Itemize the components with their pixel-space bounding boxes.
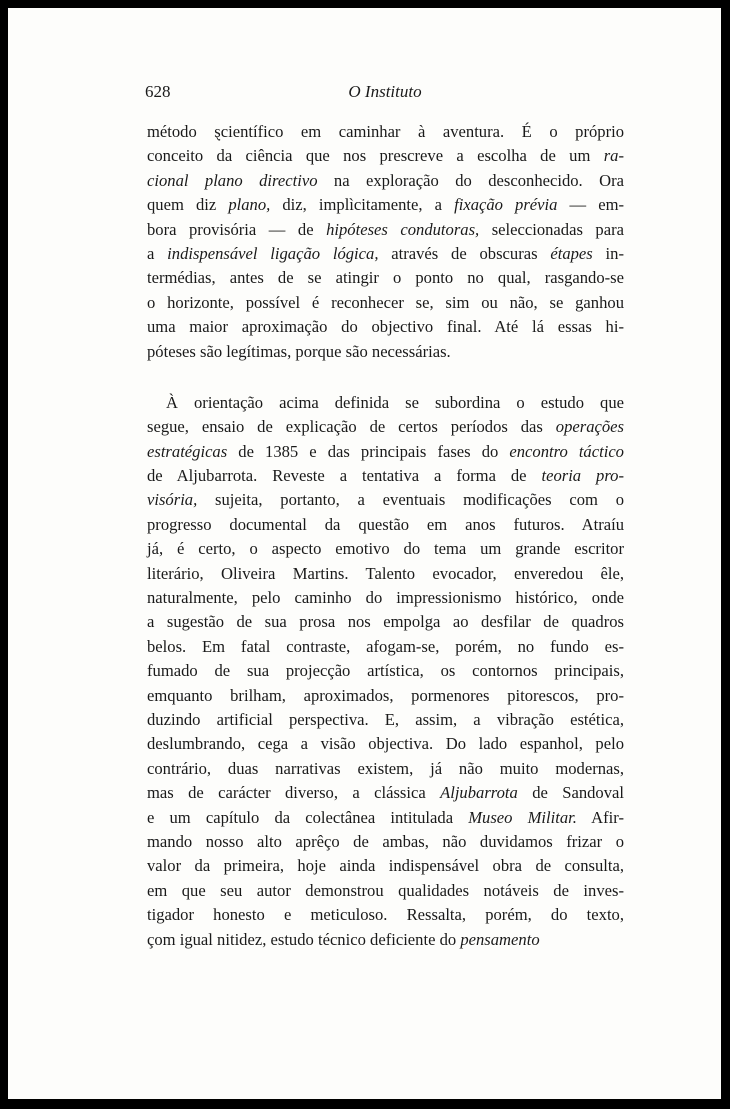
text-run: À orientação acima definida se subordina o estudo que [166,392,624,412]
text-line [147,513,624,537]
text-line [147,120,624,144]
text-run: çom igual nitidez, estudo técnico deficiente do [147,929,461,949]
text-line [147,684,624,708]
text-run: — em- [557,195,625,215]
page-number: 628 [145,82,171,101]
italic-text: pensamento [460,929,540,949]
text-line [147,391,624,415]
text-run: diz, implìcitamente, a [270,195,455,215]
text-run: seleccionadas para [479,219,624,239]
text-run: fumado de sua projecção artística, os contornos principais, [147,661,624,681]
text-line [147,242,624,266]
text-run: duzindo artificial perspectiva. E, assim, a vibração estética, [147,709,624,729]
text-run: de Sandoval [517,783,625,803]
text-run: mando nosso alto aprêço de ambas, não duvidamos frizar o [147,831,624,851]
running-title: O Instituto [348,82,422,101]
text-line [147,928,624,952]
page-header [145,80,625,104]
text-line [147,659,624,683]
text-run: bora provisória — de [147,219,327,239]
text-line [147,879,624,903]
text-run: literário, Oliveira Martins. Talento evocador, enveredou êle, [147,563,624,583]
text-run: na exploração do desconhecido. Ora [317,170,624,190]
text-run: belos. Em fatal contraste, afogam-se, porém, no fundo es- [147,636,624,656]
text-line [147,562,624,586]
text-run: sujeita, portanto, a eventuais modificações com o [197,490,624,510]
text-line [147,440,624,464]
text-line [147,291,624,315]
text-run: através de obscuras [378,243,551,263]
text-line [147,610,624,634]
book-page [8,8,721,1099]
text-run: póteses são legítimas, porque são necessárias. [147,341,451,361]
italic-text: estratégicas [147,441,228,461]
text-line [147,708,624,732]
italic-text: teoria pro- [541,466,624,486]
italic-text: ra- [603,146,624,166]
text-run: emquanto brilham, aproximados, pormenores pitorescos, pro- [147,685,624,705]
italic-text: encontro táctico [509,441,624,461]
text-line [147,169,624,193]
text-run: em que seu autor demonstrou qualidades notáveis de inves- [147,880,624,900]
body-text [147,120,624,952]
text-run: conceito da ciência que nos prescreve a escolha de um [147,146,604,166]
text-line [147,266,624,290]
italic-text: fixação prévia [454,195,558,215]
text-line [147,315,624,339]
italic-text: indispensável ligação lógica, [167,243,379,263]
italic-text: cional plano directivo [147,170,318,190]
text-run: já, é certo, o aspecto emotivo do tema um grande escritor [147,539,624,559]
italic-text: visória, [147,490,198,510]
italic-text: Museo Militar. [468,807,577,827]
text-run: método ȿcientífico em caminhar à aventura. É o próprio [147,122,624,141]
text-run: termédias, antes de se atingir o ponto no qual, rasgando-se [147,268,624,288]
text-run: de Aljubarrota. Reveste a tentativa a forma de [147,466,542,486]
text-line [147,488,624,512]
text-run: Afir- [576,807,625,827]
text-line [147,781,624,805]
italic-text: étapes [550,243,593,263]
text-run: uma maior aproximação do objectivo final. Até lá essas hi- [147,317,624,337]
italic-text: operações [555,417,624,437]
text-line [147,903,624,927]
paragraph-gap [147,364,624,391]
text-line [147,732,624,756]
text-run: in- [592,243,624,263]
text-run: e um capítulo da colectânea intitulada [147,807,469,827]
text-line [147,340,624,364]
text-run: naturalmente, pelo caminho do impressionismo histórico, onde [147,588,624,608]
text-run: o horizonte, possível é reconhecer se, sim ou não, se ganhou [147,292,624,312]
italic-text: hipóteses condutoras, [326,219,480,239]
text-run: quem diz [147,195,229,215]
text-line [147,806,624,830]
text-run: progresso documental da questão em anos futuros. Atraíu [147,514,624,534]
text-run: deslumbrando, cega a visão objectiva. Do lado espanhol, pelo [147,734,624,754]
text-line [147,537,624,561]
italic-text: plano, [228,195,271,215]
text-line [147,757,624,781]
text-line [147,415,624,439]
text-run: de 1385 e das principais fases do [227,441,510,461]
text-run: a [147,243,168,263]
paragraph [147,120,624,364]
paragraph [147,391,624,952]
text-line [147,586,624,610]
text-line [147,830,624,854]
text-run: segue, ensaio de explicação de certos períodos das [147,417,556,437]
text-line [147,193,624,217]
text-line [147,464,624,488]
text-line [147,854,624,878]
italic-text: Aljubarrota [440,783,518,803]
text-run: contrário, duas narrativas existem, já não muito modernas, [147,758,624,778]
text-run: tigador honesto e meticuloso. Ressalta, porém, do texto, [147,905,624,925]
text-line [147,635,624,659]
text-run: a sugestão de sua prosa nos empolga ao desfilar de quadros [147,612,624,632]
text-line [147,218,624,242]
text-run: valor da primeira, hoje ainda indispensável obra de consulta, [147,856,624,876]
text-line [147,144,624,168]
text-run: mas de carácter diverso, a clássica [147,783,441,803]
